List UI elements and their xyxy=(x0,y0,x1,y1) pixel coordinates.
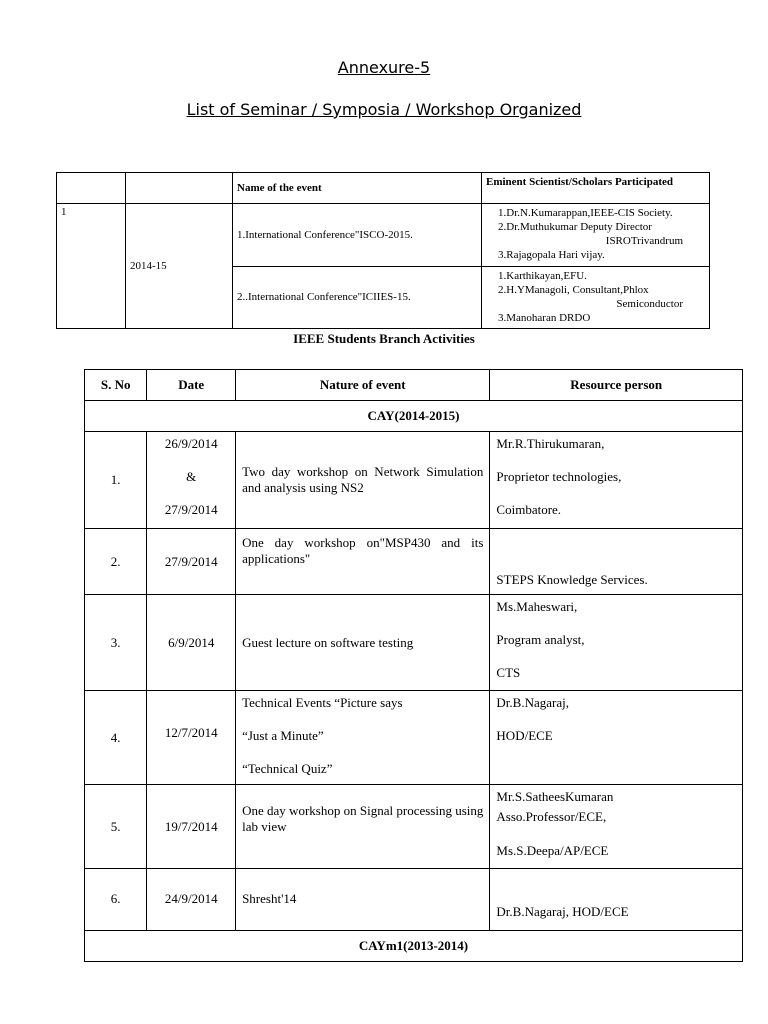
resource-line: Mr.S.SatheesKumaran xyxy=(496,789,614,804)
row-nature: Guest lecture on software testing xyxy=(236,595,490,691)
header-blank-2 xyxy=(126,173,233,204)
table-row xyxy=(85,595,743,691)
table-row xyxy=(85,691,743,785)
row-sno: 6. xyxy=(85,869,147,931)
table-row xyxy=(57,204,710,267)
row-resource xyxy=(490,432,743,529)
header-blank-1 xyxy=(57,173,126,204)
resource-line: Ms.Maheswari, xyxy=(496,599,578,614)
header-event-name: Name of the event xyxy=(233,173,482,204)
resource-line: Dr.B.Nagaraj, xyxy=(496,695,569,710)
row-resource xyxy=(490,595,743,691)
date-line: & xyxy=(186,469,197,484)
row-date: 6/9/2014 xyxy=(147,595,236,691)
scholar-line: 2.Dr.Muthukumar Deputy Director xyxy=(498,221,652,233)
seminar-table-header xyxy=(57,173,710,204)
section-cay: CAY(2014-2015) xyxy=(85,401,743,432)
row-nature: Two day workshop on Network Simulation and analysis using NS2 xyxy=(236,432,490,529)
annexure-heading: Annexure-5 xyxy=(337,58,431,77)
resource-line: Coimbatore. xyxy=(496,502,562,517)
row-nature: One day workshop on"MSP430 and its applications" xyxy=(236,529,490,595)
resource-line: CTS xyxy=(496,665,521,680)
section-row xyxy=(85,931,743,962)
scholar-line: 2.H.YManagoli, Consultant,Phlox xyxy=(498,283,649,296)
row-date: 12/7/2014 xyxy=(147,691,236,785)
date-line: 27/9/2014 xyxy=(164,502,218,517)
event-scholars xyxy=(482,204,710,267)
header-resource: Resource person xyxy=(490,370,743,401)
row-year: 2014-15 xyxy=(126,204,233,329)
row-sno: 1. xyxy=(85,432,147,529)
row-date xyxy=(147,432,236,529)
resource-line: Ms.S.Deepa/AP/ECE xyxy=(496,843,609,858)
row-resource xyxy=(490,691,743,785)
resource-line: Mr.R.Thirukumaran, xyxy=(496,436,605,451)
row-number: 1 xyxy=(57,204,126,329)
row-resource: Dr.B.Nagaraj, HOD/ECE xyxy=(490,869,743,931)
nature-line: “Technical Quiz” xyxy=(242,761,333,776)
row-date: 27/9/2014 xyxy=(147,529,236,595)
scholar-line: 1.Dr.N.Kumarappan,IEEE-CIS Society. xyxy=(498,207,673,219)
table-row xyxy=(85,529,743,595)
row-sno: 5. xyxy=(85,785,147,869)
list-title: List of Seminar / Symposia / Workshop Organized xyxy=(186,100,582,119)
header-nature: Nature of event xyxy=(236,370,490,401)
row-resource: STEPS Knowledge Services. xyxy=(490,529,743,595)
resource-line: Program analyst, xyxy=(496,632,585,647)
nature-line: Technical Events “Picture says xyxy=(242,695,403,710)
row-date: 24/9/2014 xyxy=(147,869,236,931)
ieee-activities-table xyxy=(84,369,743,962)
event-name: 2..International Conference"ICIIES-15. xyxy=(233,266,482,329)
nature-line: “Just a Minute” xyxy=(242,728,324,743)
scholar-line: ISROTrivandrum xyxy=(605,235,683,247)
resource-line: Asso.Professor/ECE, xyxy=(496,809,607,824)
row-nature: One day workshop on Signal processing using lab view xyxy=(236,785,490,869)
resource-line: Proprietor technologies, xyxy=(496,469,622,484)
table-row xyxy=(85,869,743,931)
scholar-line: 1.Karthikayan,EFU. xyxy=(498,269,587,282)
seminar-table xyxy=(56,172,710,329)
event-name: 1.International Conference"ISCO-2015. xyxy=(233,204,482,267)
section-caym1: CAYm1(2013-2014) xyxy=(85,931,743,962)
activities-header xyxy=(85,370,743,401)
event-scholars xyxy=(482,266,710,329)
row-sno: 3. xyxy=(85,595,147,691)
scholar-line: 3.Manoharan DRDO xyxy=(498,311,591,324)
row-nature xyxy=(236,691,490,785)
row-sno: 4. xyxy=(85,691,147,785)
ieee-activities-title: IEEE Students Branch Activities xyxy=(293,331,475,346)
section-row xyxy=(85,401,743,432)
scholar-line: Semiconductor xyxy=(616,297,683,310)
table-row xyxy=(85,432,743,529)
resource-line: HOD/ECE xyxy=(496,728,553,743)
header-scholars: Eminent Scientist/Scholars Participated xyxy=(482,173,710,204)
scholar-line: 3.Rajagopala Hari vijay. xyxy=(498,249,605,261)
date-line: 26/9/2014 xyxy=(164,436,218,451)
row-date: 19/7/2014 xyxy=(147,785,236,869)
header-date: Date xyxy=(147,370,236,401)
row-sno: 2. xyxy=(85,529,147,595)
row-nature: Shresht'14 xyxy=(236,869,490,931)
header-sno: S. No xyxy=(85,370,147,401)
table-row xyxy=(85,785,743,869)
row-resource xyxy=(490,785,743,869)
